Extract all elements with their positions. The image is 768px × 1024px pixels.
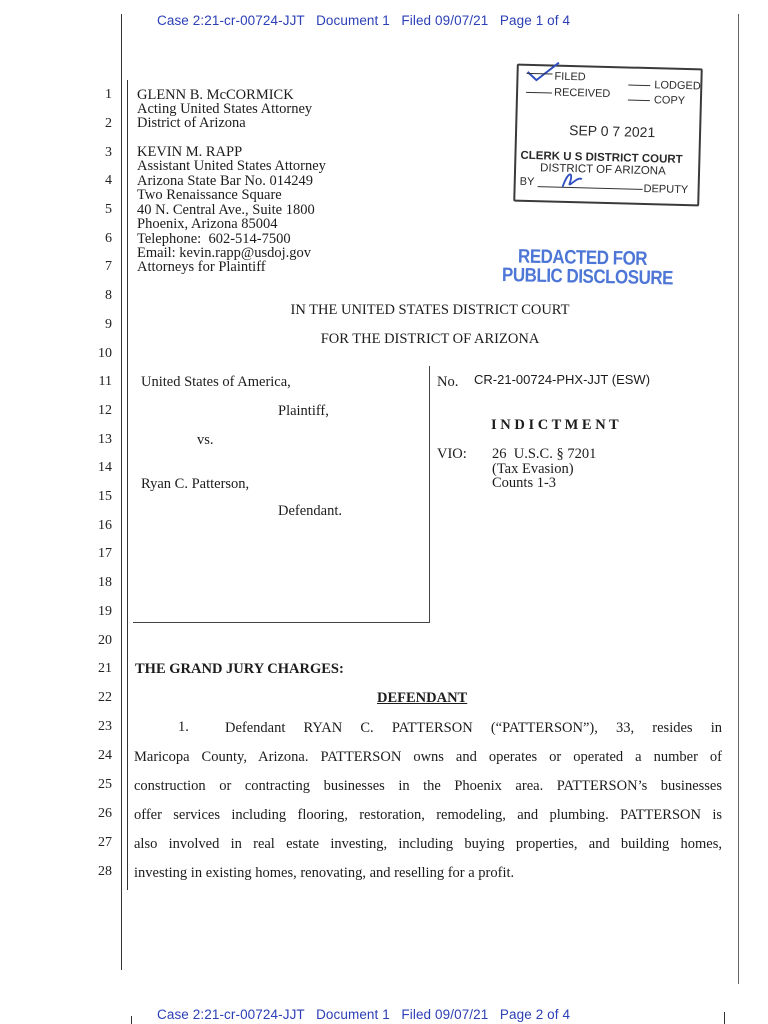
stamp-filed: FILED: [554, 70, 586, 84]
line-number: 1: [105, 87, 112, 102]
paragraph-number: 1.: [178, 719, 189, 735]
attorney-name: KEVIN M. RAPP: [137, 144, 243, 160]
violation-label: VIO:: [437, 446, 467, 462]
counts: Counts 1-3: [492, 475, 557, 491]
section-heading: DEFENDANT: [377, 690, 468, 706]
line-number: 15: [98, 489, 112, 504]
left-margin-rule: [121, 14, 122, 970]
stamp-lodged: LODGED: [654, 79, 701, 93]
line-number: 24: [98, 748, 112, 763]
line-number: 26: [98, 806, 112, 821]
versus: vs.: [197, 432, 214, 448]
paragraph-line: Defendant RYAN C. PATTERSON (“PATTERSON”), 33, resides in: [225, 720, 722, 736]
bar-number: Arizona State Bar No. 014249: [137, 173, 313, 189]
line-number: 23: [98, 719, 112, 734]
stamp-district: DISTRICT OF ARIZONA: [539, 162, 666, 178]
initials-signature: [560, 169, 587, 192]
stamp-received: RECEIVED: [553, 86, 611, 101]
line-number: 19: [98, 604, 112, 619]
line-number: 25: [98, 777, 112, 792]
line-number: 12: [98, 403, 112, 418]
redacted-stamp-line: REDACTED FOR: [517, 245, 648, 270]
telephone: Telephone: 602-514-7500: [137, 231, 291, 247]
plaintiff-label: Plaintiff,: [278, 403, 329, 419]
page-header: Case 2:21-cr-00724-JJT Document 1 Filed 09/07/21 Page 2 of 4: [157, 1007, 571, 1022]
defendant-label: Defendant.: [278, 503, 343, 519]
line-number: 3: [105, 145, 112, 160]
paragraph-line: offer services including flooring, restoration, remodeling, and plumbing. PATTERSON is: [134, 807, 722, 823]
case-number-label: No.: [437, 374, 459, 390]
email: Email: kevin.rapp@usdoj.gov: [137, 245, 312, 261]
line-number: 14: [98, 460, 112, 475]
paragraph-line: Maricopa County, Arizona. PATTERSON owns and operates or operated a number of: [134, 749, 722, 765]
offense: (Tax Evasion): [492, 461, 574, 477]
case-number: CR-21-00724-PHX-JJT (ESW): [474, 372, 651, 387]
filing-stamp: [513, 64, 703, 207]
line-number: 8: [105, 288, 112, 303]
line-number: 18: [98, 575, 112, 590]
line-number: 21: [98, 661, 112, 676]
document-title: I N D I C T M E N T: [491, 417, 619, 433]
right-margin-rule: [738, 14, 739, 984]
attorney-district: District of Arizona: [137, 115, 246, 131]
plaintiff-name: United States of America,: [141, 374, 291, 390]
line-number: 17: [98, 546, 112, 561]
charges-heading: THE GRAND JURY CHARGES:: [135, 661, 344, 677]
line-number: 16: [98, 518, 112, 533]
address-line: 40 N. Central Ave., Suite 1800: [137, 202, 315, 218]
redacted-stamp-line: PUBLIC DISCLOSURE: [501, 263, 674, 290]
statute: 26 U.S.C. § 7201: [492, 446, 597, 462]
attorney-title: Acting United States Attorney: [137, 101, 313, 117]
stamp-by: BY: [519, 175, 535, 189]
line-number: 20: [98, 633, 112, 648]
line-number: 28: [98, 864, 112, 879]
court-name: IN THE UNITED STATES DISTRICT COURT: [290, 302, 570, 318]
stamp-copy: COPY: [653, 94, 686, 108]
address-line: Phoenix, Arizona 85004: [137, 216, 278, 232]
attorney-name: GLENN B. McCORMICK: [137, 87, 294, 103]
line-number: 27: [98, 835, 112, 850]
line-number: 4: [105, 173, 112, 188]
line-number: 9: [105, 317, 112, 332]
line-number: 7: [105, 259, 112, 274]
address-line: Two Renaissance Square: [137, 187, 282, 203]
line-number: 2: [105, 116, 112, 131]
paragraph-line: investing in existing homes, renovating, and reselling for a profit.: [134, 865, 515, 881]
stamp-clerk: CLERK U S DISTRICT COURT: [520, 149, 683, 166]
attorney-role: Attorneys for Plaintiff: [137, 259, 266, 275]
line-number: 10: [98, 346, 112, 361]
line-number: 22: [98, 690, 112, 705]
defendant-name: Ryan C. Patterson,: [141, 476, 250, 492]
court-district: FOR THE DISTRICT OF ARIZONA: [320, 331, 540, 347]
line-number-rule: [127, 80, 128, 890]
line-number: 6: [105, 231, 112, 246]
page-header: Case 2:21-cr-00724-JJT Document 1 Filed 09/07/21 Page 1 of 4: [157, 13, 571, 28]
stamp-date: SEP 0 7 2021: [568, 121, 656, 141]
paragraph-line: also involved in real estate investing, including buying properties, and building homes,: [134, 836, 722, 852]
line-number: 11: [98, 374, 112, 389]
paragraph-line: construction or contracting businesses in the Phoenix area. PATTERSON’s businesses: [134, 778, 722, 794]
stamp-deputy: DEPUTY: [643, 182, 689, 197]
line-number: 13: [98, 432, 112, 447]
attorney-title: Assistant United States Attorney: [137, 158, 326, 174]
line-number: 5: [105, 202, 112, 217]
